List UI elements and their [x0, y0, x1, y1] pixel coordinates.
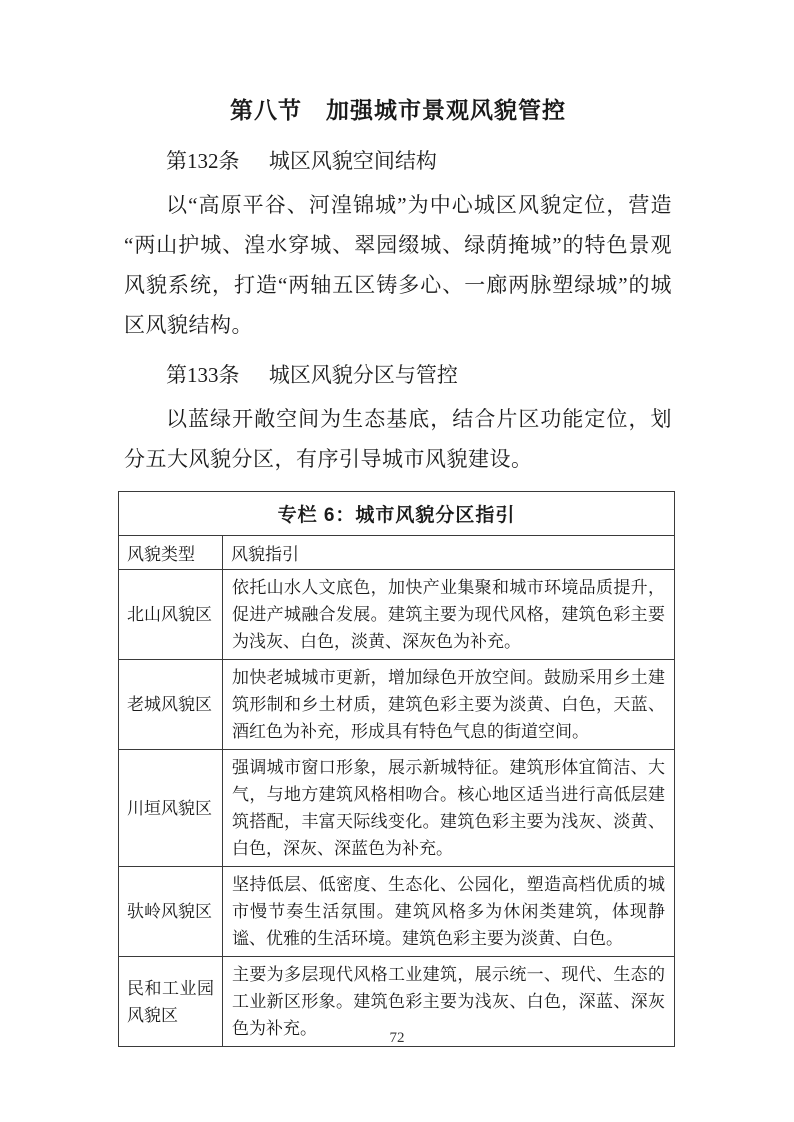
zone-type: 川垣风貌区 [119, 750, 223, 867]
zone-type: 民和工业园风貌区 [119, 957, 223, 1047]
table-title-row [119, 492, 675, 536]
article-133-heading [124, 359, 672, 389]
column-header-guide: 风貌指引 [223, 536, 675, 570]
zone-type: 北山风貌区 [119, 570, 223, 660]
table-row [119, 660, 675, 750]
table-title: 专栏 6：城市风貌分区指引 [119, 492, 675, 536]
zone-guide: 坚持低层、低密度、生态化、公园化，塑造高档优质的城市慢节奏生活氛围。建筑风格多为休闲类建筑，体现静谧、优雅的生活环境。建筑色彩主要为淡黄、白色。 [223, 867, 675, 957]
article-133-number: 第133条 [166, 363, 240, 387]
table-row [119, 750, 675, 867]
section-title: 第八节 加强城市景观风貌管控 [230, 97, 566, 123]
feature-zone-guide-table [118, 491, 675, 1047]
zone-type: 老城风貌区 [119, 660, 223, 750]
page-number: 72 [389, 1030, 405, 1046]
zone-guide: 强调城市窗口形象，展示新城特征。建筑形体宜简洁、大气，与地方建筑风格相吻合。核心地区适当进行高低层建筑搭配，丰富天际线变化。建筑色彩主要为浅灰、淡黄、白色，深灰、深蓝色为补充。 [223, 750, 675, 867]
article-132-number: 第132条 [166, 149, 240, 173]
article-133-body: 以蓝绿开敞空间为生态基底，结合片区功能定位，划分五大风貌分区，有序引导城市风貌建设。 [124, 407, 672, 471]
table-row [119, 570, 675, 660]
article-132-body: 以“高原平谷、河湟锦城”为中心城区风貌定位，营造“两山护城、湟水穿城、翠园缀城、绿荫掩城”的特色景观风貌系统，打造“两轴五区铸多心、一廊两脉塑绿城”的城区风貌结构。 [124, 193, 672, 337]
table-row [119, 867, 675, 957]
zone-guide: 加快老城城市更新，增加绿色开放空间。鼓励采用乡土建筑形制和乡土材质，建筑色彩主要为淡黄、白色，天蓝、酒红色为补充，形成具有特色气息的街道空间。 [223, 660, 675, 750]
article-133-title: 城区风貌分区与管控 [268, 363, 458, 387]
page-content [124, 92, 672, 1047]
zone-guide: 依托山水人文底色，加快产业集聚和城市环境品质提升，促进产城融合发展。建筑主要为现代风格，建筑色彩主要为浅灰、白色，淡黄、深灰色为补充。 [223, 570, 675, 660]
zone-type: 驮岭风貌区 [119, 867, 223, 957]
column-header-type: 风貌类型 [119, 536, 223, 570]
article-132-heading [124, 145, 672, 175]
article-132-title: 城区风貌空间结构 [268, 149, 437, 173]
table-header-row [119, 536, 675, 570]
zone-guide: 主要为多层现代风格工业建筑，展示统一、现代、生态的工业新区形象。建筑色彩主要为浅灰、白色，深蓝、深灰色为补充。 [223, 957, 675, 1047]
